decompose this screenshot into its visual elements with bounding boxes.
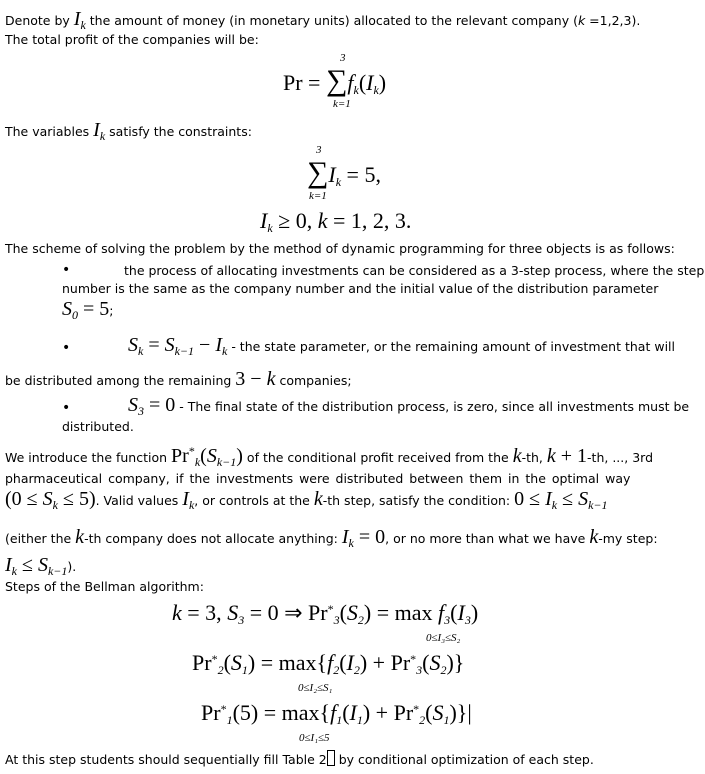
- math-range: 0≤I₁≤5: [299, 732, 330, 744]
- text: -th company does not allocate anything:: [84, 531, 338, 546]
- text: -th step, satisfy the condition:: [322, 493, 511, 508]
- valid-values-line: $(0 \le S_k \le 5)$. Valid values $I_k$, or controls at the k-th step, satisfy the condition: $0 \le I_k \le S_{k-1}$: [5, 488, 608, 512]
- math-ik: $I_k$: [93, 119, 106, 143]
- text: =1,2,3).: [585, 13, 641, 28]
- text: of the conditional profit received from the: [246, 450, 509, 465]
- state-parameter-line: $S_k = S_{k-1} - I_k$ - the state parameter, or the remaining amount of investment that will: [128, 334, 675, 358]
- text: by conditional optimization of each step.: [334, 752, 594, 767]
- text: The total profit of the companies will be:: [5, 32, 259, 47]
- text: Steps of the Bellman algorithm:: [5, 579, 204, 594]
- text: number is the same as the company number and the initial value of the distribution parameter: [62, 281, 659, 296]
- text: , or controls at the: [194, 493, 310, 508]
- function-line: We introduce the function $Pr*k(S_{k-1})$ of the conditional profit received from the k-th, k + 1-th, ..., 3rd: [5, 444, 654, 469]
- formula-total-profit: $Pr = \sum f_k(I_k)$: [283, 64, 387, 97]
- text: (either the: [5, 531, 72, 546]
- math-ik-le: $I_k \le S_{k-1}$).: [5, 554, 77, 578]
- math-upper-3: 3: [340, 52, 346, 64]
- text: The scheme of solving the problem by the method of dynamic programming for three objects is as follows:: [5, 241, 675, 256]
- formula-constraint-sum: $\sum I_k = 5$,: [307, 156, 381, 189]
- text: distributed.: [62, 419, 134, 434]
- formula-step-2: $Pr^*_2(S_1) = \max\{f_2(I_2) + Pr^*_3(S_2)\}$: [192, 650, 465, 677]
- cursor-box: [327, 750, 335, 766]
- final-state-line: S3 = 0 - The final state of the distribution process, is zero, since all investments must be: [128, 394, 690, 418]
- remaining-line: be distributed among the remaining 3 − k companies;: [5, 368, 352, 390]
- text: pharmaceutical company, if the investments were distributed between them in the optimal way: [5, 471, 631, 486]
- text: -th, ..., 3rd: [587, 450, 654, 465]
- variables-line: [5, 121, 700, 145]
- text: We introduce the function: [5, 450, 168, 465]
- text: At this step students should sequentially fill Table 2: [5, 752, 327, 767]
- text: k: [577, 13, 586, 28]
- text: Denote by: [5, 13, 70, 28]
- text: , or no more than what we have: [385, 531, 586, 546]
- text: satisfy the constraints:: [109, 124, 252, 139]
- text: The variables: [5, 124, 90, 139]
- bullet-icon: •: [62, 400, 71, 416]
- text: - the state parameter, or the remaining amount of investment that will: [231, 339, 675, 354]
- math-lower-k1: k=1: [333, 98, 351, 110]
- math-s0: S0 = 5;: [62, 298, 114, 322]
- text: the amount of money (in monetary units) allocated to the relevant company (: [89, 13, 578, 28]
- math-lower-k1: k=1: [309, 190, 327, 202]
- bullet-icon: •: [62, 262, 71, 278]
- math-upper-3: 3: [316, 144, 322, 156]
- text: . Valid values: [95, 493, 179, 508]
- text: -th,: [521, 450, 543, 465]
- text: -my step:: [598, 531, 658, 546]
- formula-step-3: k = 3, $S_3 = 0$ ⇒ $Pr^*_3(S_2) = \max f_3(I_3)$: [172, 600, 479, 627]
- text: the process of allocating investments can be considered as a 3-step process, where the step: [124, 263, 705, 278]
- text: be distributed among the remaining: [5, 373, 232, 388]
- bullet-icon: •: [62, 340, 71, 356]
- final-line: [5, 750, 700, 769]
- either-line: (either the k-th company does not allocate anything: $I_k = 0$, or no more than what we have k-my step:: [5, 526, 658, 550]
- math-range: 0≤I₂≤S₁: [298, 682, 333, 694]
- math-ik: $I_k$: [73, 8, 86, 32]
- text: - The final state of the distribution process, is zero, since all investments must be: [179, 399, 690, 414]
- math-range: 0≤I₃≤S₂: [426, 632, 461, 644]
- formula-constraint-nonneg: $I_k \ge 0$, k = 1, 2, 3.: [260, 208, 412, 235]
- formula-step-1: $Pr^*_1(5) = \max\{f_1(I_1) + Pr^*_2(S_1)\}|$: [201, 700, 472, 727]
- text: companies;: [279, 373, 352, 388]
